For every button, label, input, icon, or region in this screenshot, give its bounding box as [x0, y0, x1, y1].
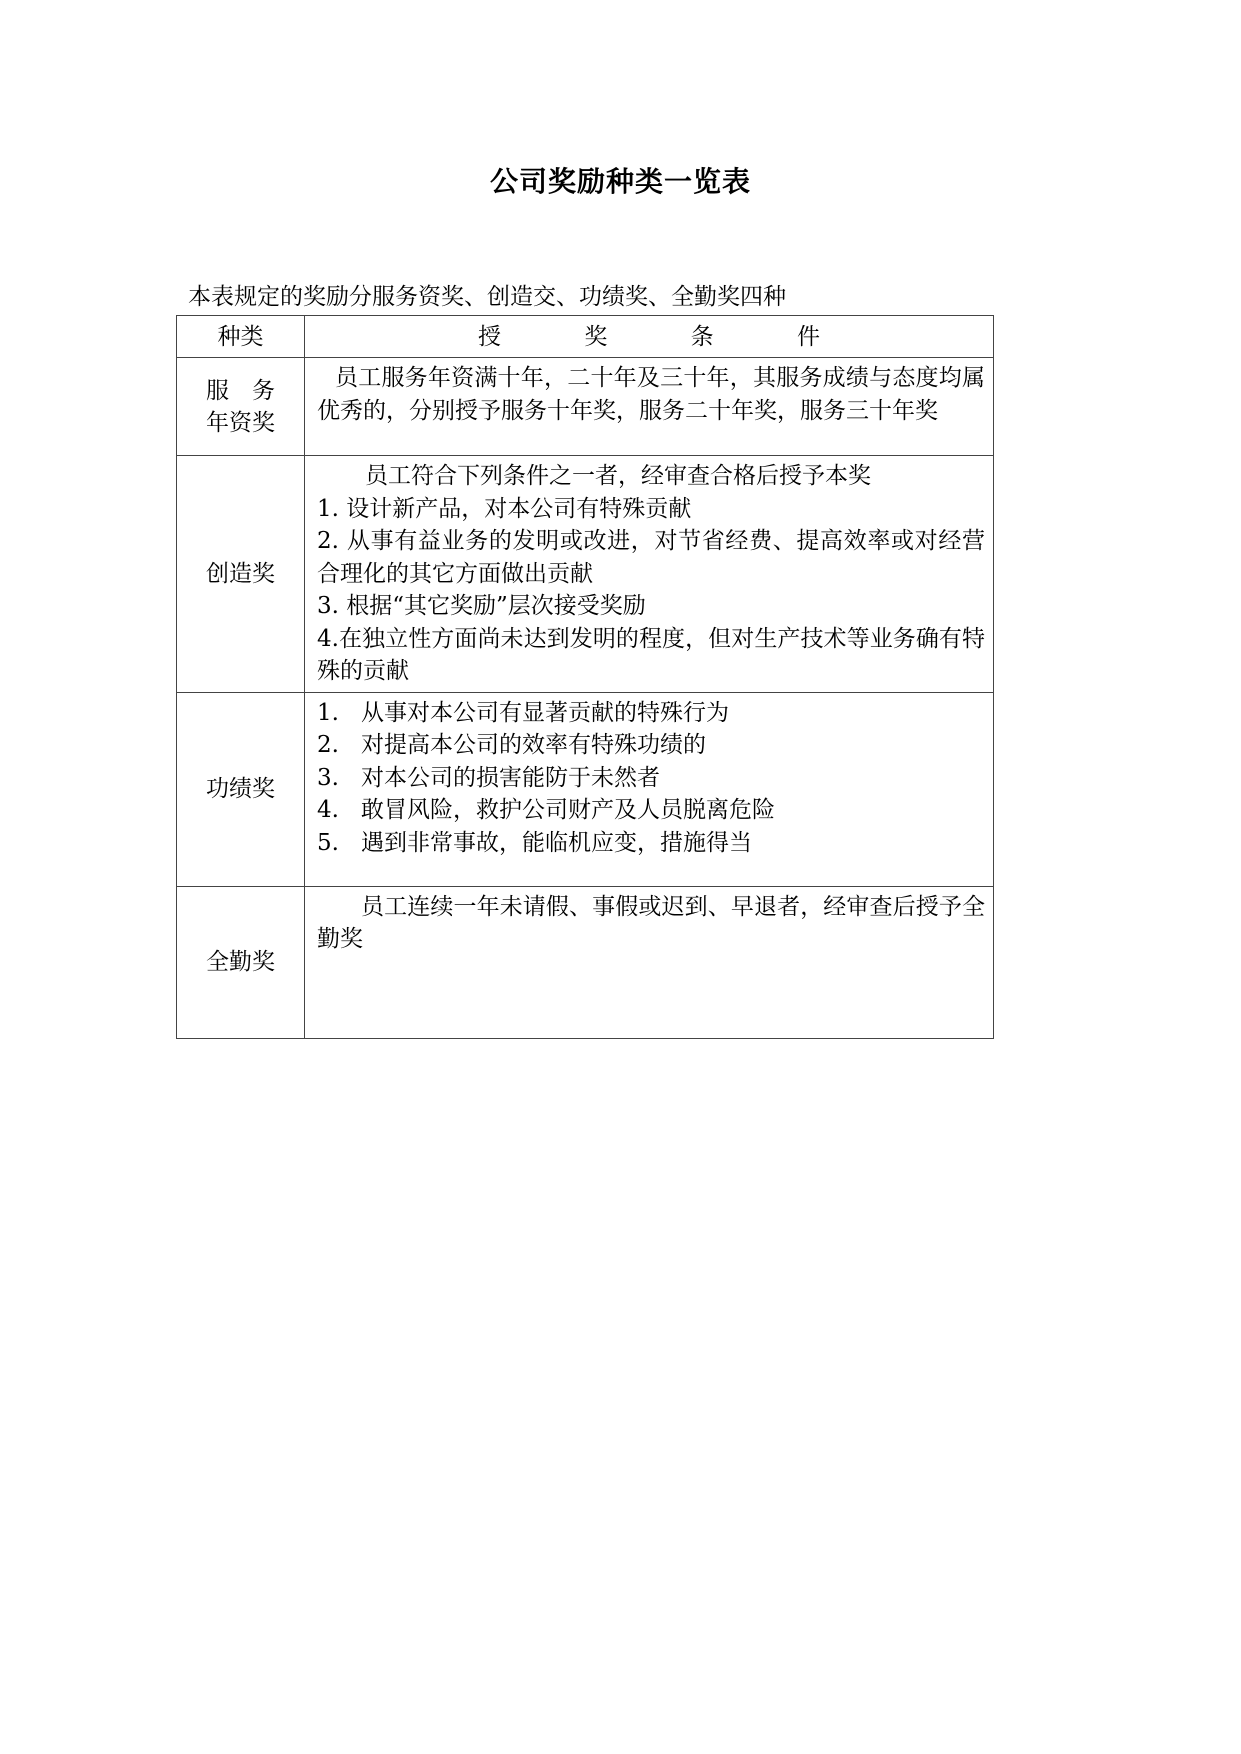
kind-label: 功绩奖	[206, 776, 275, 802]
item-number: 2.	[317, 732, 339, 758]
item-text: 敢冒风险，救护公司财产及人员脱离危险	[361, 797, 775, 823]
kind-cell	[177, 456, 305, 693]
list-item	[317, 827, 985, 860]
kind-cell	[177, 358, 305, 456]
condition-text: 3. 根据“其它奖励”层次接受奖励	[317, 593, 646, 619]
header-char: 奖	[584, 323, 608, 350]
condition-text: 员工服务年资满十年，二十年及三十年，其服务成绩与态度均属优秀的，分别授予服务十年奖，服务二十年奖，服务三十年奖	[317, 365, 985, 424]
header-kind: 种类	[177, 316, 305, 358]
condition-text: 1. 设计新产品，对本公司有特殊贡献	[317, 495, 692, 522]
list-item	[317, 729, 985, 762]
conditions-cell	[305, 456, 994, 693]
header-char: 条	[690, 323, 714, 350]
kind-cell	[177, 692, 305, 886]
table-row-creation-award	[177, 456, 994, 693]
table-row-attendance-award	[177, 886, 994, 1038]
page-title: 公司奖励种类一览表	[489, 165, 751, 198]
condition-lead: 员工符合下列条件之一者，经审查合格后授予本奖	[365, 463, 871, 489]
item-number: 3.	[317, 764, 339, 791]
header-conditions	[305, 316, 994, 358]
kind-label: 创造奖	[206, 560, 275, 587]
list-item	[317, 794, 985, 827]
item-number: 5.	[317, 829, 339, 856]
kind-cell	[177, 886, 305, 1038]
item-text: 对本公司的损害能防于未然者	[361, 764, 660, 791]
item-number: 1.	[317, 699, 339, 726]
item-text: 从事对本公司有显著贡献的特殊行为	[361, 699, 729, 726]
item-number: 4.	[317, 797, 339, 823]
awards-table	[176, 315, 994, 1039]
conditions-cell	[305, 358, 994, 456]
conditions-cell	[305, 886, 994, 1038]
kind-label: 全勤奖	[206, 949, 275, 975]
list-item	[317, 697, 985, 730]
condition-text: 4.在独立性方面尚未达到发明的程度，但对生产技术等业务确有特殊的贡献	[317, 625, 985, 684]
header-char: 件	[796, 323, 820, 350]
conditions-cell	[305, 692, 994, 886]
table-row-merit-award	[177, 692, 994, 886]
condition-text: 2. 从事有益业务的发明或改进，对节省经费、提高效率或对经营合理化的其它方面做出贡献	[317, 528, 985, 587]
intro-text: 本表规定的奖励分服务资奖、创造交、功绩奖、全勤奖四种	[188, 284, 786, 310]
condition-text: 员工连续一年未请假、事假或迟到、早退者，经审查后授予全勤奖	[317, 893, 985, 952]
kind-label: 服 务	[206, 377, 275, 404]
item-text: 遇到非常事故，能临机应变，措施得当	[361, 829, 752, 856]
kind-label: 年资奖	[206, 409, 275, 436]
item-text: 对提高本公司的效率有特殊功绩的	[361, 732, 706, 758]
header-char: 授	[478, 323, 502, 350]
table-row-service-award	[177, 358, 994, 456]
table-header-row	[177, 316, 994, 358]
list-item	[317, 762, 985, 795]
